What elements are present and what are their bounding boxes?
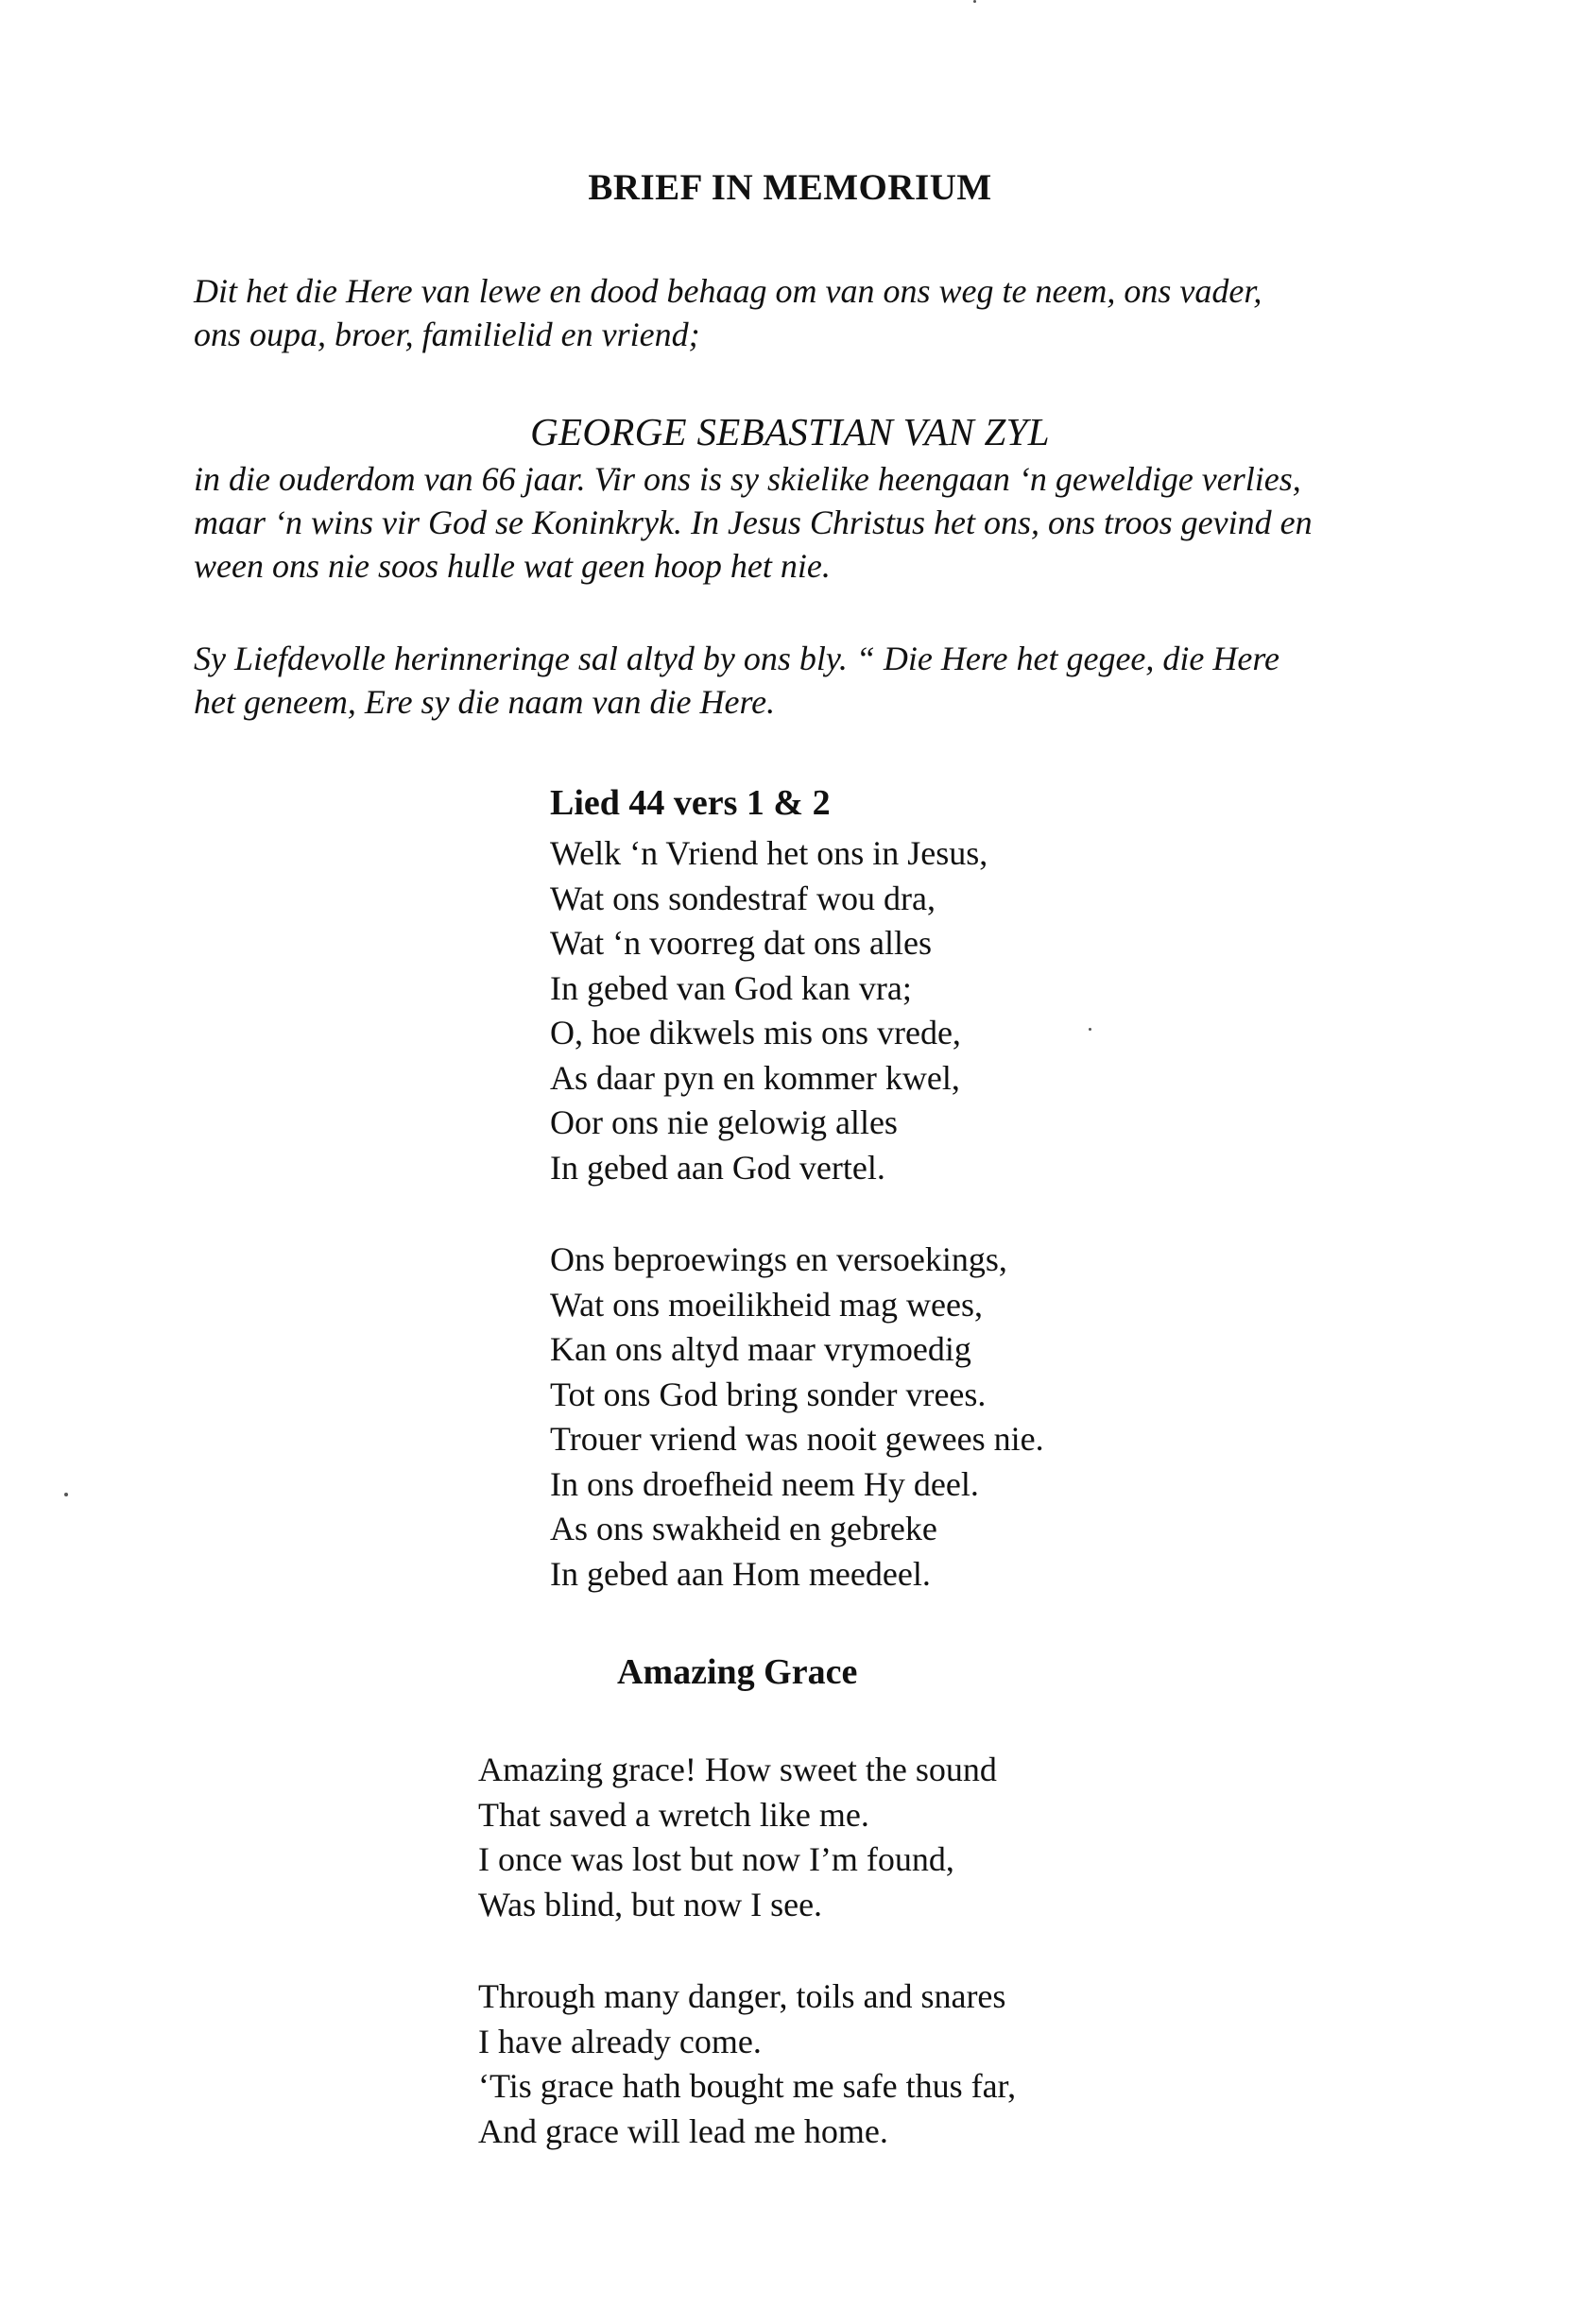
verse-line: As ons swakheid en gebreke xyxy=(550,1510,937,1547)
memories-line: het geneem, Ere sy die naam van die Here. xyxy=(194,683,776,721)
verse-line: Wat ‘n voorreg dat ons alles xyxy=(550,924,932,962)
verse-line: That saved a wretch like me. xyxy=(478,1795,869,1834)
scan-speck xyxy=(1089,1028,1091,1031)
verse-line: Was blind, but now I see. xyxy=(478,1885,823,1923)
verse-line: In gebed van God kan vra; xyxy=(550,968,912,1007)
details-line: in die ouderdom van 66 jaar. Vir ons is sy skielike heengaan ‘n geweldige verlies, xyxy=(194,460,1301,498)
verse-line: ‘Tis grace hath bought me safe thus far, xyxy=(478,2067,1017,2105)
intro-paragraph xyxy=(194,269,1498,356)
verse-line: In gebed aan Hom meedeel. xyxy=(550,1554,931,1593)
hymn-verse xyxy=(478,1748,997,1927)
hymn-heading-lied-44: Lied 44 vers 1 & 2 xyxy=(550,783,831,823)
verse-line: Ons beproewings en versoekings, xyxy=(550,1240,1007,1278)
verse-line: I have already come. xyxy=(478,2022,762,2060)
deceased-name: GEORGE SEBASTIAN VAN ZYL xyxy=(530,410,1050,453)
intro-line: ons oupa, broer, familielid en vriend; xyxy=(194,316,700,353)
hymn-heading-amazing-grace: Amazing Grace xyxy=(617,1652,858,1692)
scan-speck xyxy=(64,1493,68,1496)
verse-line: Tot ons God bring sonder vrees. xyxy=(550,1375,987,1413)
verse-line: Kan ons altyd maar vrymoedig xyxy=(550,1330,971,1368)
verse-line: And grace will lead me home. xyxy=(478,2111,888,2150)
intro-line: Dit het die Here van lewe en dood behaag om van ons weg te neem, ons vader, xyxy=(194,272,1262,310)
hymn-verse xyxy=(478,1974,1016,2154)
verse-line: Wat ons sondestraf wou dra, xyxy=(550,879,936,917)
memories-line: Sy Liefdevolle herinneringe sal altyd by ons bly. “ Die Here het gegee, die Here xyxy=(194,640,1280,677)
hymn-verse xyxy=(550,831,988,1190)
details-line: ween ons nie soos hulle wat geen hoop het nie. xyxy=(194,547,831,585)
verse-line: In ons droefheid neem Hy deel. xyxy=(550,1464,979,1503)
page-title: BRIEF IN MEMORIUM xyxy=(588,167,992,208)
verse-line: In gebed aan God vertel. xyxy=(550,1148,885,1187)
hymn-verse xyxy=(550,1238,1044,1597)
verse-line: I once was lost but now I’m found, xyxy=(478,1840,954,1878)
verse-line: Oor ons nie gelowig alles xyxy=(550,1103,898,1141)
verse-line: Amazing grace! How sweet the sound xyxy=(478,1751,997,1788)
verse-line: Wat ons moeilikheid mag wees, xyxy=(550,1285,983,1324)
verse-line: As daar pyn en kommer kwel, xyxy=(550,1058,960,1097)
scan-speck xyxy=(973,0,976,3)
verse-line: Welk ‘n Vriend het ons in Jesus, xyxy=(550,834,988,872)
verse-line: Trouer vriend was nooit gewees nie. xyxy=(550,1420,1044,1458)
verse-line: O, hoe dikwels mis ons vrede, xyxy=(550,1014,961,1051)
verse-line: Through many danger, toils and snares xyxy=(478,1977,1006,2015)
details-line: maar ‘n wins vir God se Koninkryk. In Jesus Christus het ons, ons troos gevind en xyxy=(194,504,1313,541)
details-paragraph xyxy=(194,457,1498,588)
memories-paragraph xyxy=(194,637,1498,724)
